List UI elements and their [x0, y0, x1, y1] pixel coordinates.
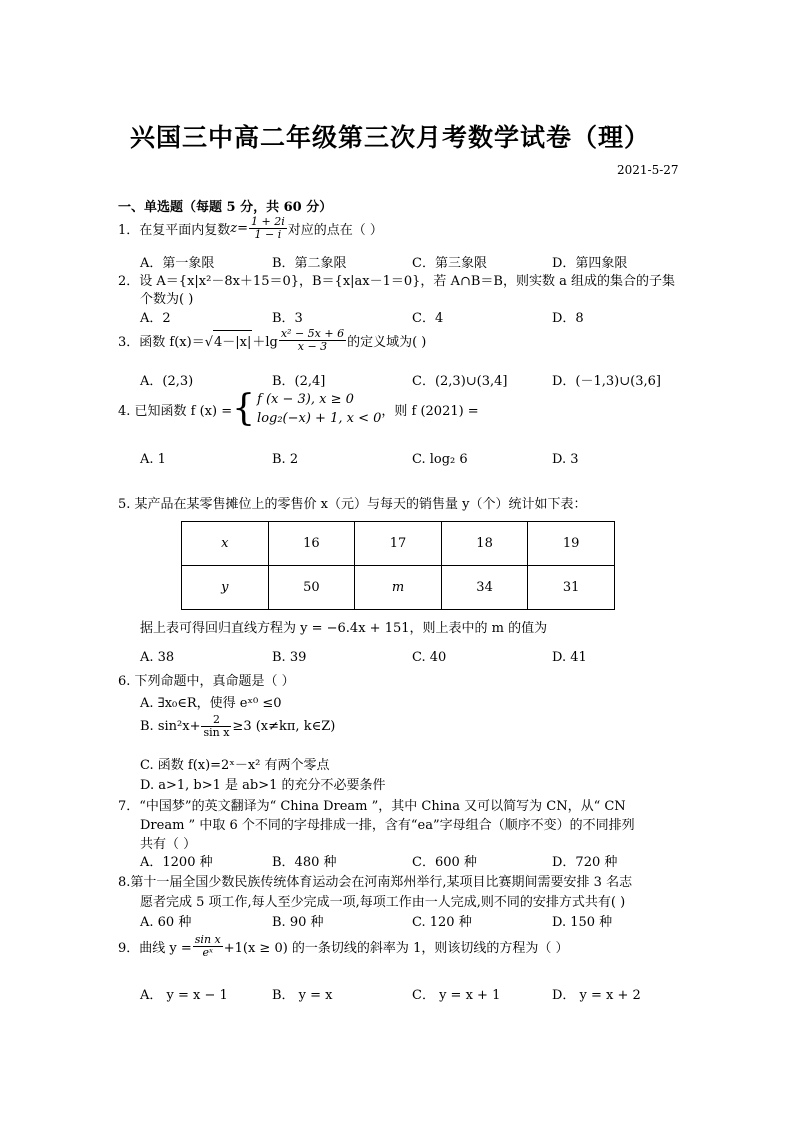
q9-fraction [193, 934, 223, 958]
q2-line-2: 个数为( ) [140, 292, 194, 307]
table-cell: 50 [268, 566, 355, 610]
q4-cases [257, 390, 381, 428]
q3-mid: ＋lg [252, 334, 278, 350]
q5-option-d: D. 41 [552, 650, 587, 665]
q9-option-c: C． y = x + 1 [412, 988, 501, 1003]
q3-suffix: 的定义域为( ) [347, 334, 427, 350]
q6-option-d: D. a>1, b>1 是 ab>1 的充分不必要条件 [140, 778, 386, 793]
q3-option-d: D．(－1,3)∪(3,6] [552, 374, 661, 389]
q7-option-b: B．480 种 [272, 855, 337, 870]
q9-option-d: D． y = x + 2 [552, 988, 641, 1003]
q2-option-c: C．4 [412, 311, 444, 326]
table-cell: 31 [528, 566, 615, 610]
q8-option-c: C. 120 种 [412, 915, 472, 930]
q8-line-1: 8.第十一届全国少数民族传统体育运动会在河南郑州举行,某项目比赛期间需要安排 3 名志 [118, 875, 633, 890]
q8-option-a: A. 60 种 [140, 915, 192, 930]
q6-optb-post: ≥3 (x≠kπ, k∈Z) [232, 718, 336, 734]
question-1 [118, 216, 383, 240]
table-cell: m [355, 566, 442, 610]
q2-option-d: D．8 [552, 311, 584, 326]
table-cell: x [182, 522, 269, 566]
q4-option-a: A. 1 [140, 452, 166, 467]
q1-option-b: B．第二象限 [272, 256, 347, 271]
q9-option-a: A． y = x − 1 [140, 988, 228, 1003]
q9-numerator: sin x [194, 933, 221, 946]
q7-line-2: Dream ” 中取 6 个不同的字母排成一排，含有“ea”字母组合（顺序不变）的不同排列 [140, 818, 635, 833]
q5-option-b: B. 39 [272, 650, 307, 665]
q4-option-c: C. log₂ 6 [412, 452, 468, 467]
q9-denominator: eˣ [202, 945, 213, 959]
q1-denominator: 1 − i [254, 227, 282, 241]
q4-piecewise [232, 390, 381, 428]
q1-option-c: C．第三象限 [412, 256, 487, 271]
q4-option-d: D. 3 [552, 452, 579, 467]
q3-radicand: 4－|x| [213, 330, 252, 350]
q4-case-1: f (x − 3), x ≥ 0 [257, 392, 354, 407]
table-cell: 18 [441, 522, 528, 566]
q1-option-d: D．第四象限 [552, 256, 628, 271]
q1-option-a: A．第一象限 [140, 256, 215, 271]
q3-numerator: x² − 5x + 6 [280, 327, 345, 340]
q7-option-c: C．600 种 [412, 855, 477, 870]
q1-fraction [249, 216, 287, 240]
q5-text: 5. 某产品在某零售摊位上的零售价 x（元）与每天的销售量 y（个）统计如下表： [118, 497, 587, 512]
q6-option-c: C. 函数 f(x)=2ˣ－x² 有两个零点 [140, 758, 330, 773]
q9-prefix: 9．曲线 y = [118, 940, 192, 956]
q9-suffix: +1(x ≥ 0) 的一条切线的斜率为 1，则该切线的方程为（ ） [223, 940, 569, 956]
q6-text: 6. 下列命题中，真命题是（ ） [118, 674, 295, 689]
q3-option-c: C．(2,3)∪(3,4] [412, 374, 508, 389]
q2-line-1: 2．设 A＝{x|x²－8x＋15＝0}，B＝{x|ax－1＝0}，若 A∩B＝B，则实数 a 组成的集合的子集 [118, 274, 675, 289]
q6-optb-denominator: sin x [203, 725, 230, 739]
q5-data-table [181, 521, 615, 610]
q1-numerator: 1 + 2i [251, 215, 285, 228]
q4-case-2: log₂(−x) + 1, x < 0 [257, 411, 382, 426]
q3-denominator: x − 3 [297, 339, 328, 353]
table-cell: 34 [441, 566, 528, 610]
q2-option-b: B．3 [272, 311, 303, 326]
q4-option-b: B. 2 [272, 452, 299, 467]
q6-optb-pre: B. sin²x+ [140, 718, 201, 734]
q3-prefix: 3．函数 f(x)＝√ [118, 334, 213, 350]
table-row [182, 522, 615, 566]
question-3 [118, 328, 426, 352]
q4-prefix: 4. 已知函数 f (x) = [118, 403, 233, 419]
q7-line-1: 7．“中国梦”的英文翻译为“ China Dream ”，其中 China 又可以简写为 CN，从“ CN [118, 799, 626, 814]
table-cell: y [182, 566, 269, 610]
q3-fraction [279, 328, 346, 352]
page-title: 兴国三中高二年级第三次月考数学试卷（理） [130, 123, 651, 152]
q5-option-c: C. 40 [412, 650, 447, 665]
q3-option-a: A．(2,3) [140, 374, 194, 389]
q2-option-a: A．2 [140, 311, 171, 326]
q7-option-d: D．720 种 [552, 855, 618, 870]
q8-line-2: 愿者完成 5 项工作,每人至少完成一项,每项工作由一人完成,则不同的安排方式共有( ) [140, 895, 626, 910]
q1-eq: = [237, 220, 249, 236]
q6-option-b [140, 714, 335, 738]
q5-after: 据上表可得回归直线方程为 y = −6.4x + 151，则上表中的 m 的值为 [140, 621, 548, 636]
table-cell: 16 [268, 522, 355, 566]
table-row [182, 566, 615, 610]
q6-optb-fraction [201, 714, 231, 738]
q3-option-b: B．(2,4] [272, 374, 326, 389]
question-4 [118, 390, 479, 428]
q4-brace-icon: { [232, 388, 256, 429]
q9-option-b: B． y = x [272, 988, 333, 1003]
q1-text-after: 对应的点在（ ） [287, 222, 383, 238]
table-cell: 19 [528, 522, 615, 566]
section-heading: 一、单选题（每题 5 分，共 60 分） [118, 200, 333, 215]
q1-var: z [230, 220, 238, 236]
q1-text-before: 1．在复平面内复数 [118, 222, 231, 238]
question-9 [118, 934, 568, 958]
exam-date: 2021-5-27 [617, 163, 679, 177]
q6-optb-numerator: 2 [201, 714, 231, 727]
q8-option-d: D. 150 种 [552, 915, 613, 930]
table-cell: 17 [355, 522, 442, 566]
q7-option-a: A．1200 种 [140, 855, 213, 870]
q4-suffix: ，则 f (2021) = [381, 403, 479, 419]
q8-option-b: B. 90 种 [272, 915, 324, 930]
q7-line-3: 共有（ ） [140, 837, 197, 852]
q6-option-a: A. ∃x₀∈R，使得 eˣ⁰ ≤0 [140, 696, 282, 711]
q5-option-a: A. 38 [140, 650, 175, 665]
